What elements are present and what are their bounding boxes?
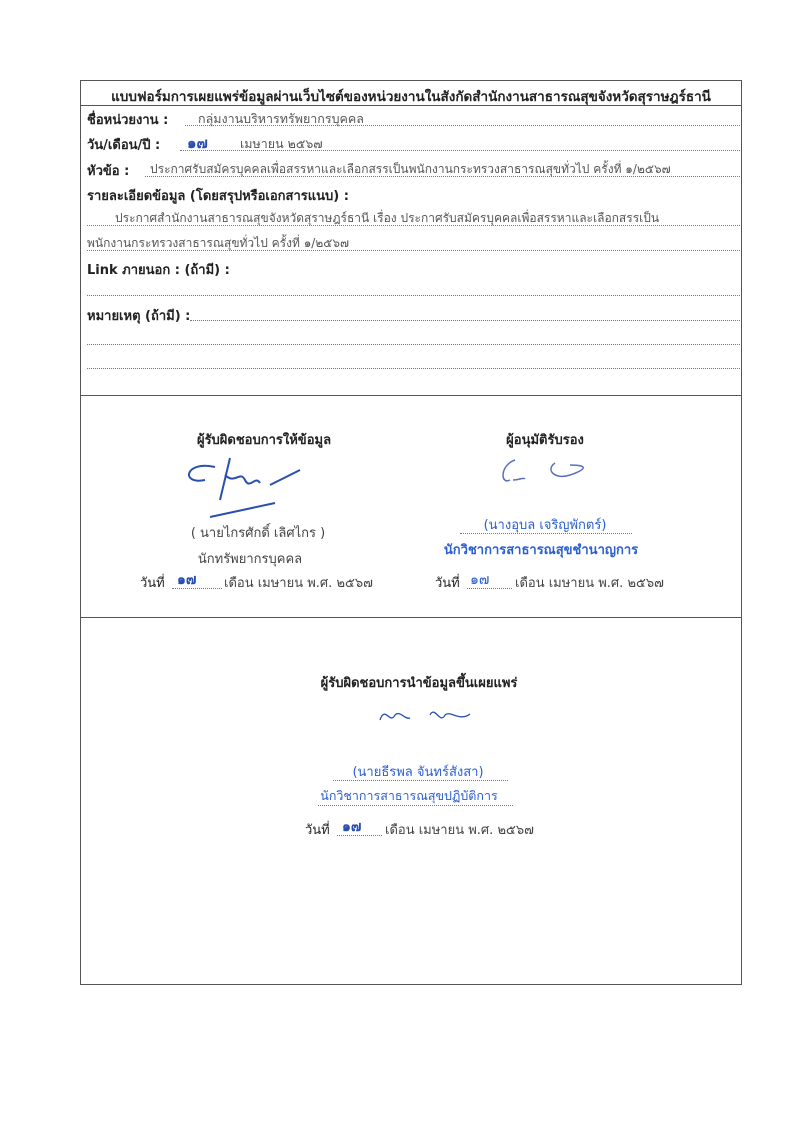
approver-position: นักวิชาการสาธารณสุขชำนาญการ <box>443 543 639 558</box>
publisher-date-rest: เดือน เมษายน พ.ศ. ๒๕๖๗ <box>385 823 534 838</box>
approver-date-day: ๑๗ <box>470 572 490 588</box>
dotted-line <box>333 780 508 781</box>
dotted-line <box>87 295 740 296</box>
date-label: วัน/เดือน/ปี : <box>87 138 161 153</box>
provider-name: ( นายไกรศักดิ์ เลิศไกร ) <box>190 526 326 541</box>
dotted-line <box>318 805 513 806</box>
dotted-line <box>87 368 740 369</box>
details-label: รายละเอียดข้อมูล (โดยสรุปหรือเอกสารแนบ) : <box>87 189 349 204</box>
unit-value: กลุ่มงานบริหารทรัพยากรบุคคล <box>198 111 364 126</box>
publisher-date-prefix: วันที่ <box>305 823 330 838</box>
link-label: Link ภายนอก : (ถ้ามี) : <box>87 263 230 278</box>
approver-name: (นางอุบล เจริญพักตร์) <box>483 518 607 533</box>
details-line-2: พนักงานกระทรวงสาธารณสุขทั่วไป ครั้งที่ ๑/๒๕๖๗ <box>87 236 349 250</box>
approver-signature <box>495 455 605 490</box>
date-rest: เมษายน ๒๕๖๗ <box>240 136 323 151</box>
unit-label: ชื่อหน่วยงาน : <box>87 113 169 128</box>
details-line-1: ประกาศสำนักงานสาธารณสุขจังหวัดสุราษฎร์ธานี เรื่อง ประกาศรับสมัครบุคคลเพื่อสรรหาและเลือกสรรเป็น <box>115 211 660 225</box>
provider-signature <box>180 455 310 525</box>
provider-date-prefix: วันที่ <box>140 576 165 591</box>
publisher-heading: ผู้รับผิดชอบการนำข้อมูลขึ้นเผยแพร่ <box>320 676 518 691</box>
publisher-position: นักวิชาการสาธารณสุขปฏิบัติการ <box>320 788 498 803</box>
provider-date-rest: เดือน เมษายน พ.ศ. ๒๕๖๗ <box>224 576 373 591</box>
form-title: แบบฟอร์มการเผยแพร่ข้อมูลผ่านเว็บไซต์ของหน่วยงานในสังกัดสำนักงานสาธารณสุขจังหวัดสุราษฎร์ธานี <box>111 89 711 105</box>
topic-value: ประกาศรับสมัครบุคคลเพื่อสรรหาและเลือกสรรเป็นพนักงานกระทรวงสาธารณสุขทั่วไป ครั้งที่ ๑/๒๕๖๗ <box>150 162 671 176</box>
provider-heading: ผู้รับผิดชอบการให้ข้อมูล <box>196 433 332 448</box>
dotted-line <box>190 320 740 321</box>
publisher-name: (นายธีรพล จันทร์สังสา) <box>352 765 484 780</box>
topic-label: หัวข้อ : <box>87 164 130 179</box>
remark-label: หมายเหตุ (ถ้ามี) : <box>87 309 191 324</box>
date-day: ๑๗ <box>187 134 208 152</box>
divider <box>80 617 742 618</box>
divider <box>80 395 742 396</box>
publisher-signature <box>375 700 485 730</box>
provider-date-day: ๑๗ <box>177 572 197 588</box>
dotted-line <box>87 344 740 345</box>
dotted-line <box>460 533 632 534</box>
approver-date-rest: เดือน เมษายน พ.ศ. ๒๕๖๗ <box>515 576 664 591</box>
approver-heading: ผู้อนุมัติรับรอง <box>506 433 584 448</box>
provider-position: นักทรัพยากรบุคคล <box>197 552 303 567</box>
approver-date-prefix: วันที่ <box>435 576 460 591</box>
publisher-date-day: ๑๗ <box>342 819 362 835</box>
